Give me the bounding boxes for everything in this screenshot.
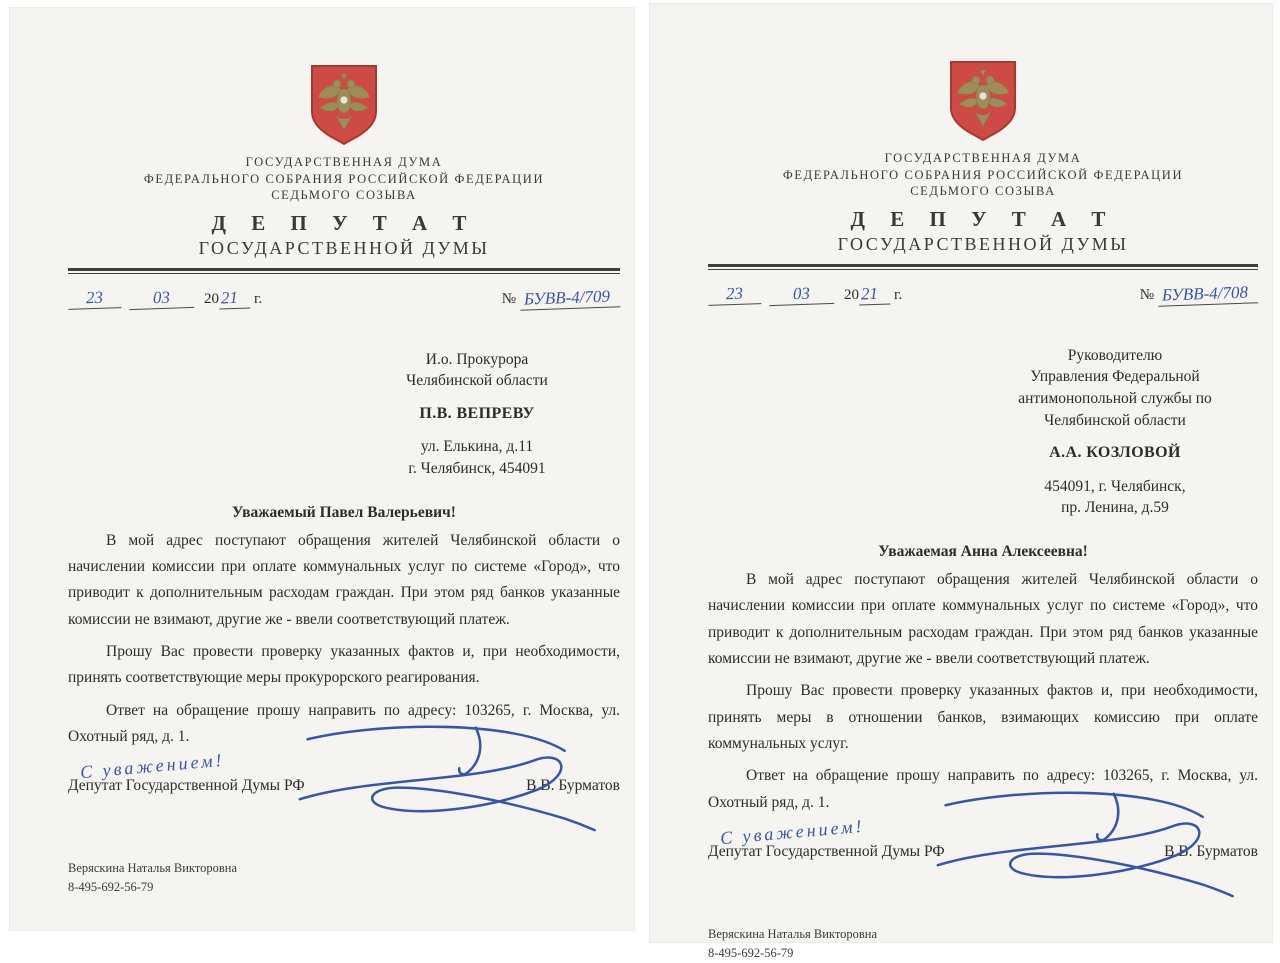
recipient-address-line: ул. Елькина, д.11 bbox=[420, 438, 534, 456]
signature-scrawl-icon bbox=[912, 784, 1242, 900]
letterhead bbox=[68, 154, 620, 259]
contact-name: Веряскина Наталья Викторовна bbox=[708, 927, 878, 942]
recipient-line: антимонопольной службы по bbox=[1018, 389, 1212, 407]
org-name-line1: ГОСУДАРСТВЕННАЯ ДУМА bbox=[245, 155, 443, 169]
year-mark: г. bbox=[894, 286, 903, 303]
closing-block bbox=[68, 750, 620, 795]
body-paragraph: Ответ на обращение прошу направить по адресу: 103265, г. Москва, ул. Охотный ряд, д. 1. bbox=[708, 767, 1258, 811]
year-mark: г. bbox=[254, 290, 263, 307]
outgoing-number-handwritten: БУВВ-4/709 bbox=[520, 286, 621, 310]
recipient-address-line: г. Челябинск, 454091 bbox=[408, 459, 546, 477]
letterhead bbox=[708, 150, 1258, 255]
recipient-address-line: 454091, г. Челябинск, bbox=[1044, 477, 1186, 495]
deputy-title: Д Е П У Т А Т bbox=[850, 206, 1116, 231]
org-name-line1: ГОСУДАРСТВЕННАЯ ДУМА bbox=[884, 151, 1082, 165]
handwritten-regards: С уважением! bbox=[79, 750, 226, 783]
contact-footer bbox=[708, 925, 1258, 963]
closing-position: Депутат Государственной Думы РФ bbox=[68, 777, 305, 795]
handwritten-regards: С уважением! bbox=[719, 815, 866, 849]
recipient-name: П.В. ВЕПРЕВУ bbox=[419, 404, 535, 422]
outgoing-number-handwritten: БУВВ-4/708 bbox=[1158, 282, 1259, 306]
year-suffix-handwritten: 21 bbox=[219, 287, 251, 309]
recipient-line: Управления Федеральной bbox=[1030, 368, 1200, 386]
recipient-name: А.А. КОЗЛОВОЙ bbox=[1049, 444, 1181, 462]
salutation: Уважаемый Павел Валерьевич! bbox=[232, 503, 456, 521]
recipient-line: Руководителю bbox=[1067, 346, 1163, 364]
closing-position: Депутат Государственной Думы РФ bbox=[708, 843, 945, 861]
org-name-line2: ФЕДЕРАЛЬНОГО СОБРАНИЯ РОССИЙСКОЙ ФЕДЕРАЦИИ bbox=[143, 171, 545, 186]
org-name-line3: СЕДЬМОГО СОЗЫВА bbox=[910, 184, 1056, 198]
double-rule bbox=[708, 264, 1258, 270]
year-prefix: 20 bbox=[844, 286, 859, 303]
dateline bbox=[708, 284, 1258, 305]
letter-scan-right bbox=[650, 4, 1272, 960]
duma-title: ГОСУДАРСТВЕННОЙ ДУМЫ bbox=[198, 237, 490, 258]
year-suffix-handwritten: 21 bbox=[859, 283, 891, 305]
number-sign: № bbox=[1139, 286, 1155, 303]
recipient-line: Челябинской области bbox=[406, 372, 548, 390]
recipient-line: Челябинской области bbox=[1044, 411, 1186, 429]
date-day-handwritten: 23 bbox=[68, 287, 122, 310]
russia-coat-of-arms-icon bbox=[946, 60, 1020, 142]
closing-block bbox=[708, 815, 1258, 861]
year-prefix: 20 bbox=[204, 290, 219, 307]
russia-coat-of-arms-icon bbox=[307, 64, 381, 146]
dateline bbox=[68, 288, 620, 309]
double-rule bbox=[68, 268, 620, 274]
duma-title: ГОСУДАРСТВЕННОЙ ДУМЫ bbox=[837, 233, 1129, 254]
salutation: Уважаемая Анна Алексеевна! bbox=[878, 543, 1088, 561]
recipient-block bbox=[972, 345, 1258, 520]
body-paragraph: Прошу Вас провести проверку указанных фактов и, при необходимости, принять меры в отношении банков, взимающих комиссию при оплате коммунальных услуг. bbox=[708, 682, 1258, 753]
number-sign: № bbox=[501, 290, 517, 307]
org-name-line3: СЕДЬМОГО СОЗЫВА bbox=[271, 188, 417, 202]
date-day-handwritten: 23 bbox=[708, 283, 762, 306]
contact-footer bbox=[68, 859, 620, 897]
signer-name: В.В. Бурматов bbox=[526, 777, 620, 795]
body-paragraph: Ответ на обращение прошу направить по адресу: 103265, г. Москва, ул. Охотный ряд, д. 1. bbox=[68, 701, 620, 746]
signature-scrawl-icon bbox=[274, 718, 604, 834]
letter-scan-left bbox=[10, 8, 634, 930]
body-paragraph: В мой адрес поступают обращения жителей Челябинской области о начислении комиссии при оплате коммунальных услуг по системе «Город», что приводит к дополнительным расходам граждан. При этом ряд банков указанные комиссии не взимают, другие же - ввели соответствующий платеж. bbox=[708, 571, 1258, 668]
org-name-line2: ФЕДЕРАЛЬНОГО СОБРАНИЯ РОССИЙСКОЙ ФЕДЕРАЦИИ bbox=[782, 167, 1184, 182]
recipient-line: И.о. Прокурора bbox=[425, 350, 529, 368]
recipient-address-line: пр. Ленина, д.59 bbox=[1061, 499, 1169, 517]
deputy-title: Д Е П У Т А Т bbox=[211, 210, 477, 235]
body-paragraph: В мой адрес поступают обращения жителей Челябинской области о начислении комиссии при оплате коммунальных услуг по системе «Город», что приводит к дополнительным расходам граждан. При этом ряд банков указанные комиссии не взимают, другие же - ввели соответствующий платеж. bbox=[68, 531, 620, 628]
contact-name: Веряскина Наталья Викторовна bbox=[68, 861, 238, 876]
date-month-handwritten: 03 bbox=[129, 286, 195, 309]
recipient-block bbox=[334, 349, 620, 480]
body-paragraph: Прошу Вас провести проверку указанных фактов и, при необходимости, принять соответствующие меры прокурорского реагирования. bbox=[68, 643, 620, 687]
date-month-handwritten: 03 bbox=[769, 282, 835, 305]
signer-name: В.В. Бурматов bbox=[1164, 843, 1258, 861]
contact-phone: 8-495-692-56-79 bbox=[708, 945, 794, 960]
contact-phone: 8-495-692-56-79 bbox=[68, 880, 154, 895]
